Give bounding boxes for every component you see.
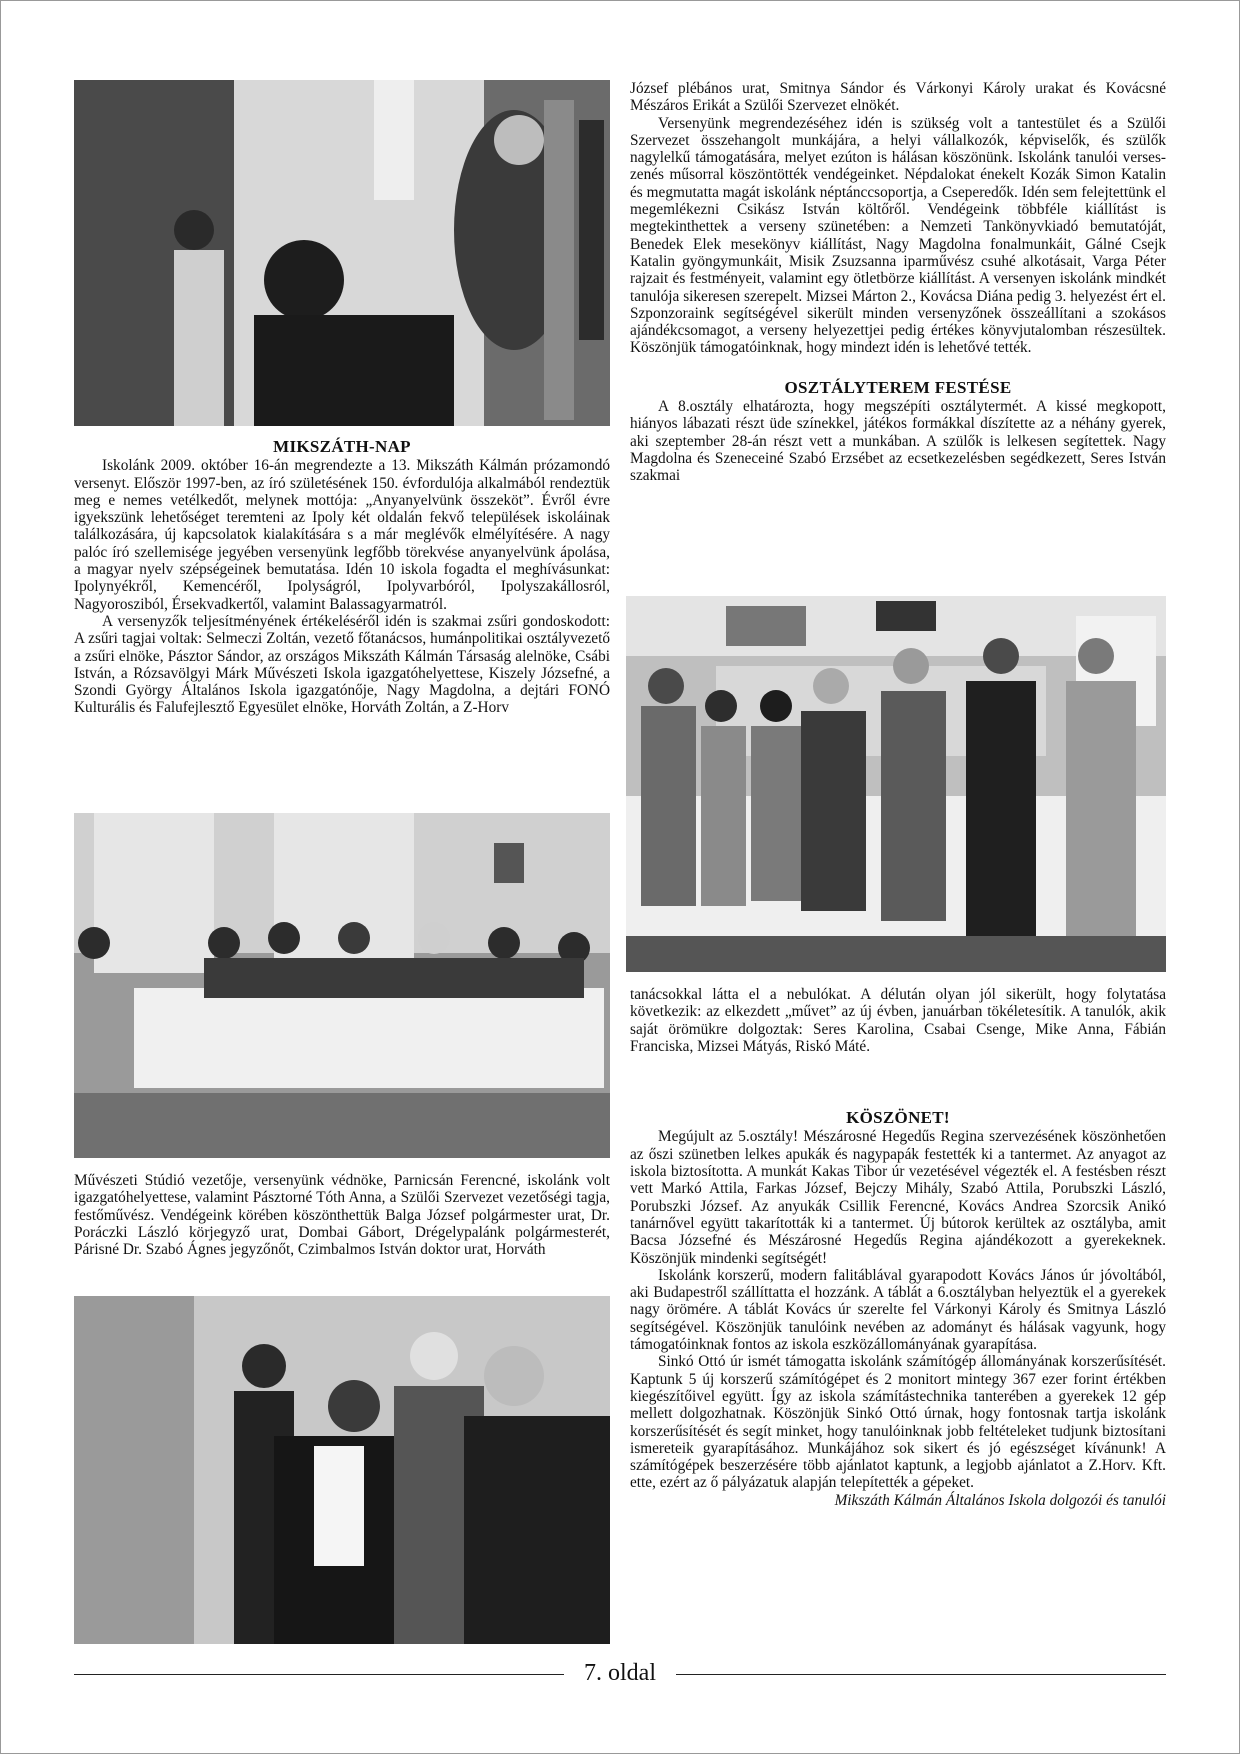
koszonet-paragraph-3: Sinkó Ottó úr ismét támogatta iskolánk számítógép állományának korszerűsítését. Kaptunk 5 új korszerű számítógépet és 2 monitort mintegy 367 ezer forint értékben kiegészítőivel együtt. Így az iskola számítástechnika tanterében a gyerekek 12 gép mellett dolgozhatnak. Köszönjük Sinkó Ottó úrnak, hogy fontosnak tartja iskolánk korszerűsítését és segít minket, hogy tanulóinknak jobb feltételeket tudjunk biztosítani ismereteik gyarapításához. Munkájához sok sikert és jó egészséget kívánunk! A számítógépek beszerzésére több ajánlatot kaptunk, a legjobb ajánlatot a Z.Horv. Kft. ette, ezért az ő pályázatuk alapján telepítették a gépeket. — [630, 1353, 1166, 1492]
mikszath-continuation-2: Versenyünk megrendezéséhez idén is szükség volt a tantestület és a Szülői Szervezet összehangolt munkájára, a helyi vállalkozók, képviselők, és szülők nagylelkű támogatására, melyet ezúton is hálásan köszönünk. Iskolánk tanulói verses-zenés műsorral köszöntötték vendégeinket. Népdalokat énekelt Kozák Simon Katalin és megmutatta magát iskolánk néptánccsoportja, a Cseperedők. Idén sem felejtettünk el megemlékezni Csikász István költőről. Vendégeink többféle kiállítást is megtekinthettek a verseny szünetében: a Nemzeti Tankönyvkiadó bemutatóját, Benedek Elek mesekönyv kiállítást, Nagy Magdolna fonalmunkáit, Gálné Csejk Katalin gyöngymunkáit, Misik Zsuzsanna iparművész csuhé alkotásait, Varga Péter rajzait és festményeit, valamint egy ötletbörze kiállítást. A versenyen iskolánk mindkét tanulója sikeresen szerepelt. Mizsei Márton 2., Kovácsa Diána pedig 3. helyezést ért el. Szponzoraink segítségével sikerült minden versenyzőnek összeállítani a szokásos ajándékcsomagot, a verseny helyezettjei pedig értékes könyvjutalomban részesültek. Köszönjük támogatóinknak, hogy mindezt idén is lehetővé tették. — [630, 114, 1166, 357]
footer-line-right — [676, 1674, 1166, 1675]
osztaly-paragraph-1: A 8.osztály elhatározta, hogy megszépíti osztálytermét. A kissé megkopott, hiányos lábazati részt üde színekkel, játékos formákkal díszítette az a néhány gyerek, aki szeptember 28-án részt vett a munkában. A szülők is lelkesen segítettek. Nagy Magdolna és Szeneceiné Szabó Erzsébet az ecsetkezelésben segédkezett, Seres István szakmai — [630, 398, 1166, 485]
mikszath-article-top — [74, 438, 610, 717]
page-number: 7. oldal — [584, 1660, 656, 1686]
right-column-bottom — [630, 986, 1166, 1509]
mikszath-paragraph-2: A versenyzők teljesítményének értékeléséről idén is szakmai zsűri gondoskodott: A zsűri tagjai voltak: Selmeczi Zoltán, vezető főtanácsos, humánpolitikai osztályvezető a zsűri elnöke, Pásztor Sándor, az országos Mikszáth Kálmán Társaság alelnöke, Csábi István, a Rózsavölgyi Márk Művészeti Iskola igazgatóhelyettese, Kiszely Józsefné, a Szondi György Általános Iskola igazgatónője, Nagy Magdolna, a dejtári FONÓ Kulturális és Falufejlesztő Egyesület elnöke, Horváth Zoltán, a Z-Horv — [74, 612, 610, 717]
koszonet-paragraph-2: Iskolánk korszerű, modern falitáblával gyarapodott Kovács János úr jóvoltából, aki Budapestről szállíttatta el hozzánk. A táblát a 6.osztályban helyeztük el a gyerekek nagy örömére. A táblát Kovács úr szerelte fel Várkonyi Károly és Smitnya László segítségével. Köszönjük tanulóink nevében az adományt és hálásak vagyunk, hogy támogatóinknak fontos az iskola eszközállományának gyarapítása. — [630, 1266, 1166, 1354]
photo-wreath — [74, 80, 610, 426]
footer-line-left — [74, 1674, 564, 1675]
right-column-top — [630, 80, 1166, 485]
koszonet-paragraph-1: Megújult az 5.osztály! Mészárosné Hegedűs Regina szervezésének köszönhetően az őszi szünetben lelkes apukák és nagypapák festették ki a tantermet. Az anyagot az iskola biztosította. A munkát Kakas Tibor úr vezetésével végezték el. A festésben részt vett Markó Attila, Farkas József, Bejczy Mihály, Szabó Attila, Porubszki László, Porubszki József. Az anyukák Csillik Ferencné, Kovács Andrea Szorcsik Anikó tanárnővel együtt takarították ki a tantermet. Új bútorok kerültek az osztályba, amit Bacsa Józsefné és Mészárosné Hegedűs Regina ajándékozott a gyerekeknek. Köszönjük mindenki segítségét! — [630, 1128, 1166, 1267]
osztaly-paragraph-2: tanácsokkal látta el a nebulókat. A délután olyan jól sikerült, hogy folytatása következik: az elkezdett „művet” az új évben, januárban tökéletesítik. A tanulók, akik saját örömükre dolgoztak: Seres Karolina, Csabai Csenge, Mike Anna, Fábián Franciska, Mizsei Mátyás, Riskó Máté. — [630, 986, 1166, 1055]
mikszath-article-bottom — [74, 1172, 610, 1258]
mikszath-title: MIKSZÁTH-NAP — [273, 437, 411, 456]
photo-jury — [74, 813, 610, 1158]
mikszath-continuation-1: József plébános urat, Smitnya Sándor és Várkonyi Károly urakat és Kovácsné Mészáros Erikát a Szülői Szervezet elnökét. — [630, 80, 1166, 115]
photo-award — [74, 1296, 610, 1644]
osztaly-title: OSZTÁLYTEREM FESTÉSE — [784, 377, 1012, 397]
photo-class — [626, 596, 1166, 972]
mikszath-paragraph-1: Iskolánk 2009. október 16-án megrendezte a 13. Mikszáth Kálmán prózamondó versenyt. Először 1997-ben, az író születésének 150. évfordulója alkalmából rendeztük meg e nemes vetélkedőt, melynek mottója: „Anyanyelvünk összeköt”. Évről évre igyekszünk lehetőséget teremteni az Ipoly két oldalán fekvő települések iskoláinak találkozására, új kapcsolatok kialakítására s a már meglévők elmélyítésére. A nagy palóc író szellemisége jegyében versenyünk legfőbb törekvése anyanyelvünk ápolása, a magyar nyelv szépségeinek bemutatása. Idén 10 iskola fogadta el meghívásunkat: Ipolynyékről, Kemencéről, Ipolyságról, Ipolyvarbóról, Ipolyszakállosról, Nagyorosziból, Érsekvadkertől, valamint Balassagyarmatról. — [74, 457, 610, 613]
koszonet-title: KÖSZÖNET! — [846, 1108, 950, 1128]
mikszath-paragraph-3: Művészeti Stúdió vezetője, versenyünk védnöke, Parnicsán Ferencné, iskolánk volt igazgatóhelyettese, valamint Pásztorné Tóth Anna, a Szülői Szervezet vezetőségi tagja, festőművész. Vendégeink körében köszönthettük Balga József polgármester urat, Dr. Poráczki László körjegyző urat, Dombai Gábort, Drégelypalánk polgármesterét, Párisné Dr. Szabó Ágnes jegyzőnőt, Czimbalmos István doktor urat, Horváth — [74, 1172, 610, 1259]
signature: Mikszáth Kálmán Általános Iskola dolgozói és tanulói — [834, 1491, 1166, 1509]
